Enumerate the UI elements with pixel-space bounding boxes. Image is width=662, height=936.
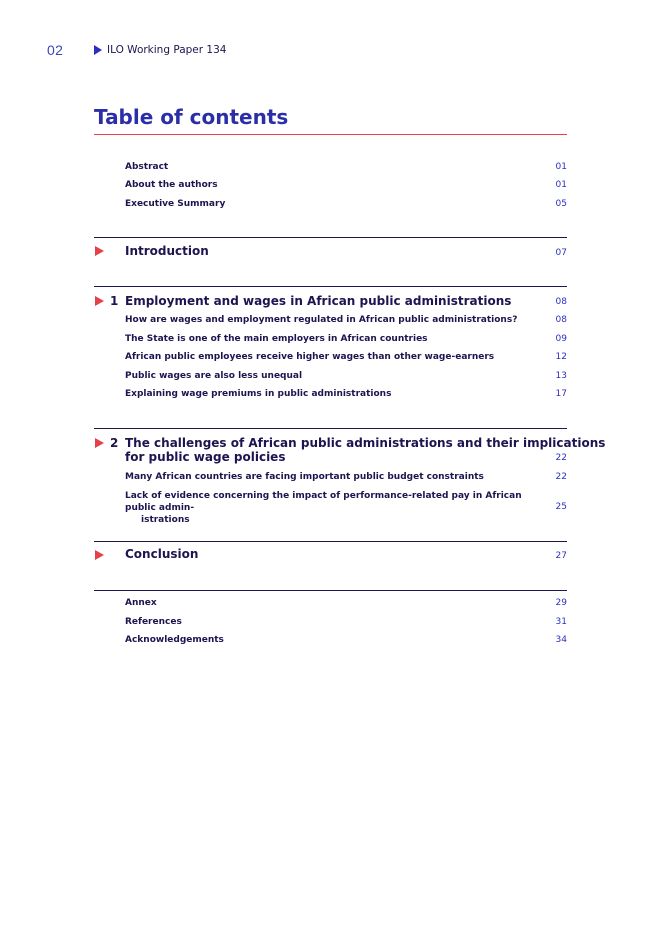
- toc-title: Table of contents: [94, 105, 289, 129]
- chapter-number: 2: [110, 436, 119, 450]
- toc-page-less-unequal[interactable]: 13: [555, 371, 567, 381]
- toc-entry-references[interactable]: References: [125, 617, 182, 627]
- toc-page-about-authors[interactable]: 01: [555, 180, 567, 190]
- toc-entry-higher-wages[interactable]: African public employees receive higher wages than other wage-earners: [125, 352, 495, 362]
- toc-entry-executive-summary[interactable]: Executive Summary: [125, 199, 226, 209]
- title-divider: [94, 134, 567, 135]
- toc-entry-wages-regulated[interactable]: How are wages and employment regulated in African public administrations?: [125, 315, 518, 325]
- toc-chapter-1[interactable]: Employment and wages in African public administrations: [125, 294, 512, 308]
- toc-page-wage-premiums[interactable]: 17: [555, 389, 567, 399]
- section-divider: [94, 286, 567, 287]
- section-divider: [94, 541, 567, 542]
- toc-entry-less-unequal[interactable]: Public wages are also less unequal: [125, 371, 303, 381]
- toc-entry-state-employers[interactable]: The State is one of the main employers in African countries: [125, 334, 428, 344]
- toc-page-references[interactable]: 31: [555, 617, 567, 627]
- red-triangle-right-icon: [95, 246, 104, 256]
- toc-page-annex[interactable]: 29: [555, 598, 567, 608]
- toc-entry-performance-pay-line1: Lack of evidence concerning the impact of performance-related pay in African public admin-: [125, 491, 522, 513]
- toc-entry-budget-constraints[interactable]: Many African countries are facing important public budget constraints: [125, 472, 484, 482]
- red-triangle-right-icon: [95, 550, 104, 560]
- toc-page-introduction[interactable]: 07: [555, 248, 567, 258]
- publication-title: ILO Working Paper 134: [107, 44, 227, 56]
- section-divider: [94, 590, 567, 591]
- red-triangle-right-icon: [95, 296, 104, 306]
- toc-page-abstract[interactable]: 01: [555, 162, 567, 172]
- toc-page-conclusion[interactable]: 27: [555, 551, 567, 561]
- page-number: 02: [47, 42, 64, 58]
- toc-page-performance-pay[interactable]: 25: [555, 502, 567, 512]
- toc-entry-annex[interactable]: Annex: [125, 598, 157, 608]
- toc-chapter-2-line1[interactable]: The challenges of African public administrations and their implications: [125, 436, 606, 450]
- toc-page-chapter-2[interactable]: 22: [555, 453, 567, 463]
- toc-chapter-introduction[interactable]: Introduction: [125, 244, 209, 258]
- section-divider: [94, 237, 567, 238]
- red-triangle-right-icon: [95, 438, 104, 448]
- toc-entry-wage-premiums[interactable]: Explaining wage premiums in public administrations: [125, 389, 392, 399]
- toc-page-budget-constraints[interactable]: 22: [555, 472, 567, 482]
- toc-entry-performance-pay[interactable]: [125, 490, 537, 526]
- toc-page-wages-regulated[interactable]: 08: [555, 315, 567, 325]
- section-divider: [94, 428, 567, 429]
- toc-entry-abstract[interactable]: Abstract: [125, 162, 169, 172]
- toc-page-higher-wages[interactable]: 12: [555, 352, 567, 362]
- toc-chapter-2-line2[interactable]: for public wage policies: [125, 450, 286, 464]
- toc-page-chapter-1[interactable]: 08: [555, 297, 567, 307]
- toc-entry-acknowledgements[interactable]: Acknowledgements: [125, 635, 224, 645]
- chapter-number: 1: [110, 294, 119, 308]
- toc-page-acknowledgements[interactable]: 34: [555, 635, 567, 645]
- toc-page-executive-summary[interactable]: 05: [555, 199, 567, 209]
- triangle-right-icon: [94, 45, 102, 55]
- toc-entry-about-authors[interactable]: About the authors: [125, 180, 218, 190]
- toc-entry-performance-pay-line2: istrations: [141, 515, 190, 525]
- toc-page-state-employers[interactable]: 09: [555, 334, 567, 344]
- toc-chapter-conclusion[interactable]: Conclusion: [125, 547, 199, 561]
